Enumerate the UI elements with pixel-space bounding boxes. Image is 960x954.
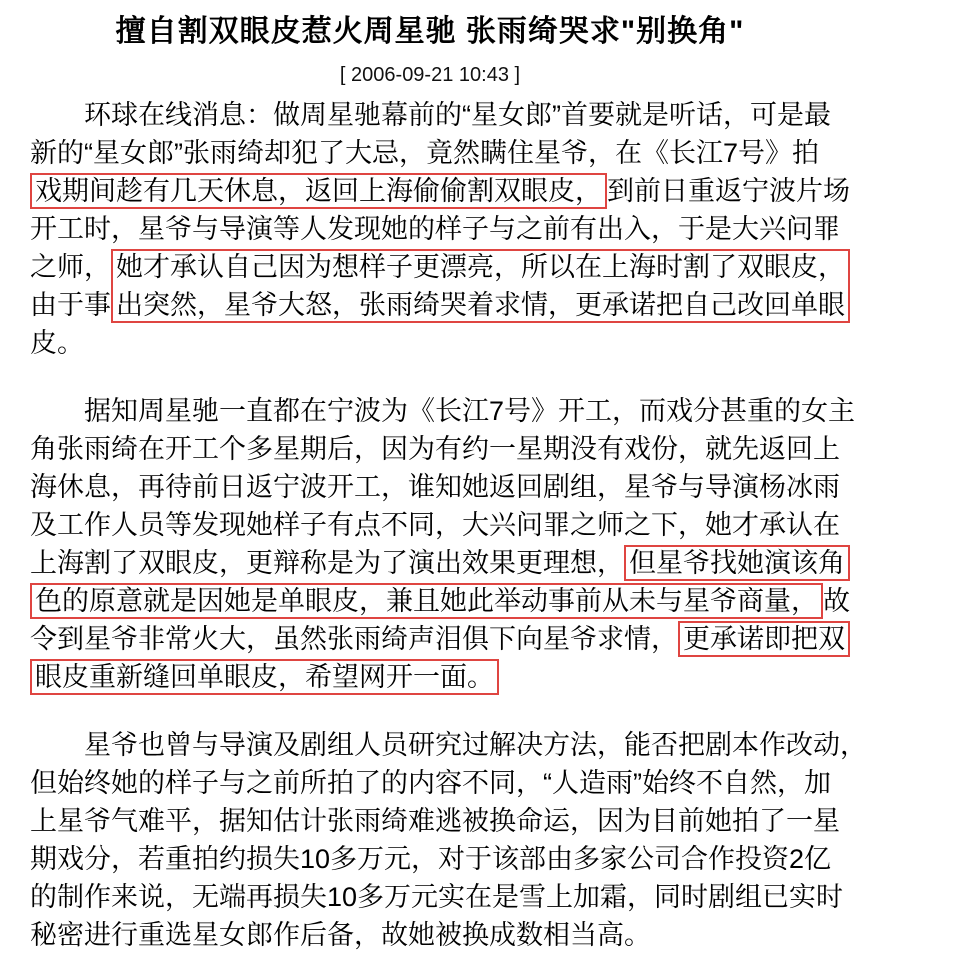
p1-line-5-text: 之师， [30,252,111,282]
article-date: [ 2006-09-21 10:43 ] [339,64,521,86]
highlight-box-4: 色的原意就是因她是单眼皮，兼且她此举动事前从未与星爷商量， [30,583,823,619]
p3-line-1: 星爷也曾与导演及剧组人员研究过解决方法，能否把剧本作改动， [84,730,867,760]
p1-line-4: 开工时，星爷与导演等人发现她的样子与之前有出入，于是大兴问罪 [30,214,840,244]
highlight-box-1: 戏期间趁有几天休息，返回上海偷偷割双眼皮， [30,173,607,209]
highlight-box-6: 眼皮重新缝回单眼皮，希望网开一面。 [30,659,499,695]
p1-line-2: 新的“星女郎”张雨绮却犯了大忌，竟然瞒住星爷，在《长江7号》拍 [30,138,819,168]
paragraph-1 [30,96,860,362]
highlight-box-2-top: 她才承认自己因为想样子更漂亮，所以在上海时割了双眼皮， [111,249,850,287]
p2-line-5 [30,544,860,582]
p2-line-2: 角张雨绮在开工个多星期后，因为有约一星期没有戏份，就先返回上 [30,434,840,464]
paragraph-2 [30,392,860,696]
p3-line-6: 秘密进行重选星女郎作后备，故她被换成数相当高。 [30,920,651,950]
p3-line-5: 的制作来说，无端再损失10多万元实在是雪上加霜，同时剧组已实时 [30,882,844,912]
p2-line-5-text: 上海割了双眼皮，更辩称是为了演出效果更理想， [30,548,624,578]
p2-line-4: 及工作人员等发现她样子有点不同，大兴问罪之师之下，她才承认在 [30,510,840,540]
p2-line-3: 海休息，再待前日返宁波开工，谁知她返回剧组，星爷与导演杨冰雨 [30,472,840,502]
p3-line-3: 上星爷气难平，据知估计张雨绮难逃被换命运，因为目前她拍了一星 [30,806,840,836]
p1-line-3-text: 到前日重返宁波片场 [607,176,850,206]
p1-line-7: 皮。 [30,328,84,358]
highlight-box-2-bottom: 出突然，星爷大怒，张雨绮哭着求情，更承诺把自己改回单眼 [111,285,850,323]
p1-line-6 [30,286,860,324]
article-title: 擅自割双眼皮惹火周星驰 张雨绮哭求"别换角" [115,15,745,48]
p3-line-4: 期戏分，若重拍约损失10多万元，对于该部由多家公司合作投资2亿 [30,844,832,874]
paragraph-3 [30,726,867,954]
p1-line-3 [30,172,860,210]
highlight-box-5: 更承诺即把双 [678,621,850,657]
highlight-box-3: 但星爷找她演该角 [624,545,850,581]
p2-line-7-text: 令到星爷非常火大，虽然张雨绮声泪俱下向星爷求情， [30,624,678,654]
p3-line-2: 但始终她的样子与之前所拍了的内容不同，“人造雨”始终不自然，加 [30,768,831,798]
p1-line-1: 环球在线消息：做周星驰幕前的“星女郎”首要就是听话，可是最 [84,100,831,130]
p1-line-5 [30,248,860,286]
p2-line-7 [30,620,860,658]
p2-line-6-text: 故 [823,586,850,616]
p2-line-6 [30,582,860,620]
p1-line-6-text: 由于事 [30,290,111,320]
p2-line-1: 据知周星驰一直都在宁波为《长江7号》开工，而戏分甚重的女主 [84,396,856,426]
p2-line-8 [30,658,860,696]
